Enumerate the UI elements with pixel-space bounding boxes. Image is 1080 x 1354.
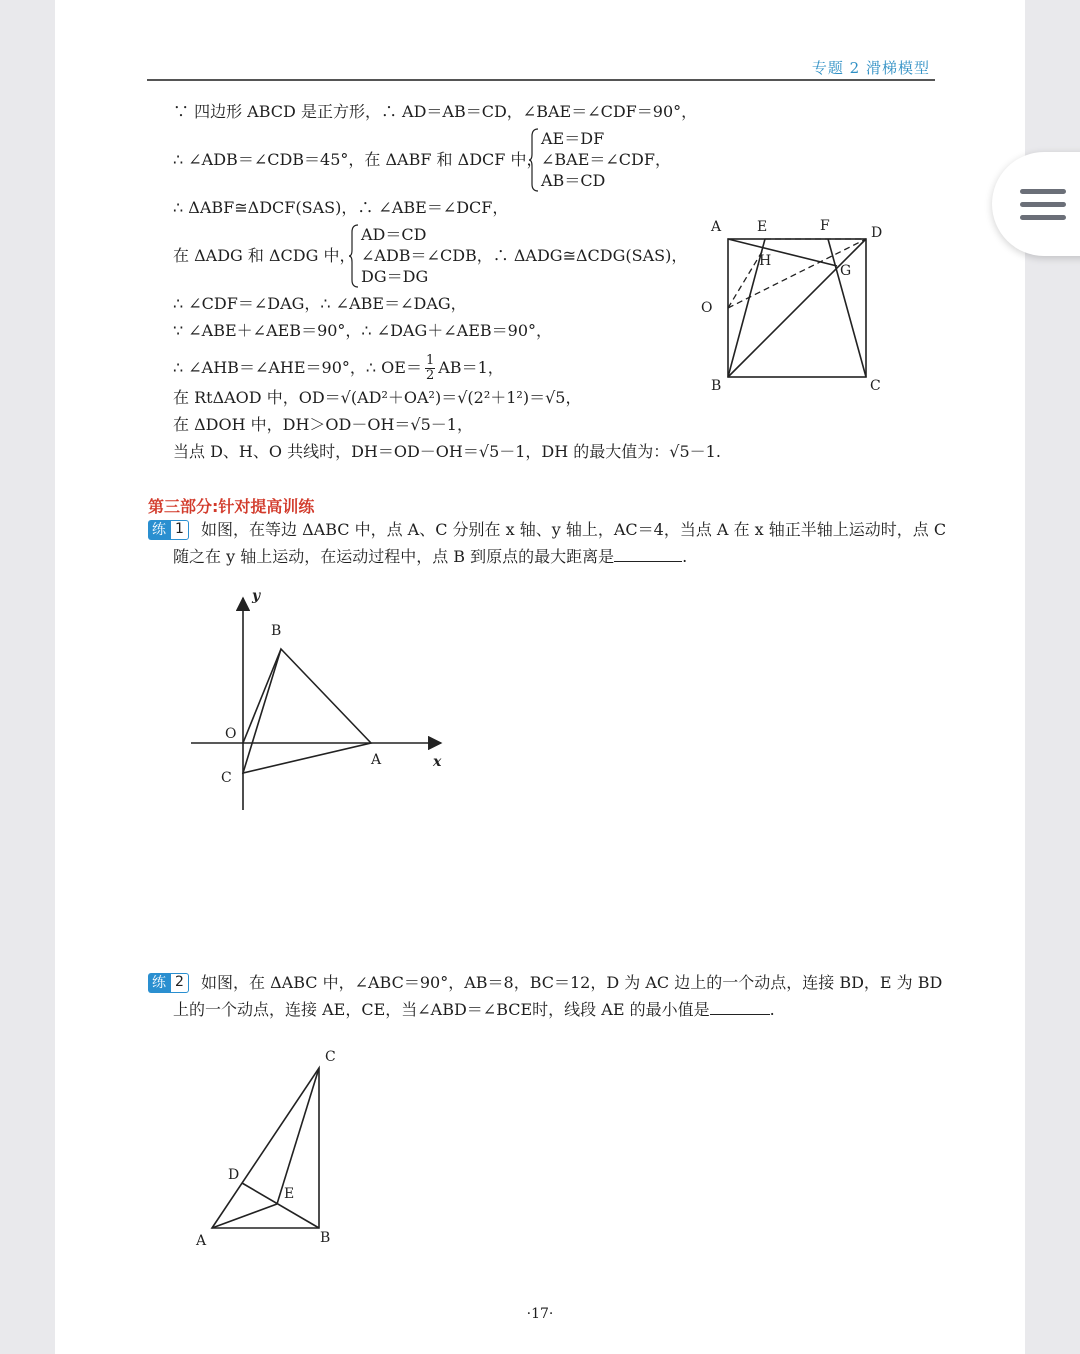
diagonal-bd xyxy=(728,239,866,377)
label-b: B xyxy=(320,1230,331,1246)
label-e: E xyxy=(284,1186,295,1202)
label-d: D xyxy=(871,225,883,241)
label-o: O xyxy=(701,300,713,316)
label-a: A xyxy=(196,1233,207,1249)
exercise-1-end: . xyxy=(682,547,688,566)
solution-line-6: ∵ ∠ABE＋∠AEB＝90°，∴ ∠DAG＋∠AEB＝90°， xyxy=(173,321,553,340)
exercise-1-badge xyxy=(148,520,189,540)
exercise-2-text-line-2 xyxy=(173,999,775,1021)
label-y: y xyxy=(252,588,261,604)
line-7-part-a: ∴ ∠AHB＝∠AHE＝90°，∴ OE＝ xyxy=(173,358,422,377)
segment-cf xyxy=(828,239,866,377)
system-2-row: ∠ADB＝∠CDB，∴ ΔADG≅ΔCDG(SAS)， xyxy=(361,246,688,265)
document-page xyxy=(55,0,1025,1354)
answer-blank xyxy=(614,547,682,562)
brace-1 xyxy=(529,128,539,192)
header-rule xyxy=(147,79,935,81)
fraction-denominator: 2 xyxy=(425,368,435,383)
congruence-system-1 xyxy=(541,128,671,191)
label-c: C xyxy=(325,1049,336,1065)
exercise-number: 2 xyxy=(170,973,189,993)
solution-line-3: ∴ ΔABF≅ΔDCF(SAS)，∴ ∠ABE＝∠DCF， xyxy=(173,198,509,217)
square-abcd-figure xyxy=(695,210,895,400)
label-o: O xyxy=(225,726,237,742)
exercise-2-text-line-1: 如图，在 ΔABC 中，∠ABC＝90°，AB＝8，BC＝12，D 为 AC 边上的一个动点，连接 BD，E 为 BD xyxy=(201,973,943,992)
solution-line-5: ∴ ∠CDF＝∠DAG，∴ ∠ABE＝∠DAG， xyxy=(173,294,467,313)
label-c: C xyxy=(870,378,881,394)
exercise-1-question: 随之在 y 轴上运动，在运动过程中，点 B 到原点的最大距离是 xyxy=(173,547,615,566)
exercise-label: 练 xyxy=(148,973,170,993)
exercise-1-text-line-2 xyxy=(173,546,687,568)
header-title: 专题 2 滑梯模型 xyxy=(811,59,930,77)
exercise-1-figure xyxy=(185,588,455,818)
fraction-one-half xyxy=(425,354,435,383)
system-1-row: AE＝DF xyxy=(541,129,605,148)
label-b: B xyxy=(711,378,722,394)
system-2-row: AD＝CD xyxy=(361,225,427,244)
label-g: G xyxy=(840,263,852,279)
segment-ae xyxy=(212,1204,277,1228)
label-b: B xyxy=(271,623,282,639)
solution-line-4: 在 ΔADG 和 ΔCDG 中， xyxy=(173,246,356,265)
solution-line-2: ∴ ∠ADB＝∠CDB＝45°，在 ΔABF 和 ΔDCF 中， xyxy=(173,150,543,169)
label-c: C xyxy=(221,770,232,786)
solution-line-7 xyxy=(173,354,504,383)
exercise-number: 1 xyxy=(170,520,189,540)
solution-line-1: ∵ 四边形 ABCD 是正方形，∴ AD＝AB＝CD，∠BAE＝∠CDF＝90°， xyxy=(173,102,698,121)
exercise-2-question: 上的一个动点，连接 AE，CE，当∠ABD＝∠BCE时，线段 AE 的最小值是 xyxy=(173,1000,710,1019)
dashed-oh xyxy=(728,250,763,308)
system-1-row: ∠BAE＝∠CDF， xyxy=(541,150,671,169)
segment-ob xyxy=(243,649,281,743)
hamburger-menu-icon[interactable] xyxy=(992,152,1080,256)
label-x: x xyxy=(433,754,442,770)
label-f: F xyxy=(820,218,830,234)
fraction-numerator: 1 xyxy=(425,353,435,368)
solution-line-10: 当点 D、H、O 共线时，DH＝OD－OH＝√5－1，DH 的最大值为：√5－1. xyxy=(173,442,721,461)
triangle-abc xyxy=(212,1068,319,1228)
label-e: E xyxy=(757,219,768,235)
menu-button[interactable] xyxy=(992,152,1080,256)
system-2-row: DG＝DG xyxy=(361,267,429,286)
system-1-row: AB＝CD xyxy=(541,171,606,190)
section-title: 第三部分:针对提高训练 xyxy=(148,497,315,516)
segment-bd xyxy=(242,1183,319,1228)
solution-line-8: 在 RtΔAOD 中，OD＝√(AD²＋OA²)＝√(2²＋1²)＝√5， xyxy=(173,388,582,407)
exercise-2-end: . xyxy=(769,1000,775,1019)
exercise-1-text-line-1: 如图，在等边 ΔABC 中，点 A、C 分别在 x 轴、y 轴上，AC＝4，当点 A 在 x 轴正半轴上运动时，点 C xyxy=(201,520,947,539)
line-7-part-b: AB＝1， xyxy=(438,358,504,377)
exercise-2-figure xyxy=(185,1040,355,1255)
page-number: ·17· xyxy=(526,1306,554,1322)
brace-2 xyxy=(349,224,359,288)
label-a: A xyxy=(371,752,382,768)
segment-ec xyxy=(277,1068,319,1204)
exercise-2-badge xyxy=(148,973,189,993)
solution-line-9: 在 ΔDOH 中，DH＞OD－OH＝√5－1， xyxy=(173,415,473,434)
triangle-abc xyxy=(243,649,371,773)
label-h: H xyxy=(759,253,772,269)
label-a: A xyxy=(711,219,722,235)
exercise-label: 练 xyxy=(148,520,170,540)
answer-blank xyxy=(710,1000,770,1015)
congruence-system-2 xyxy=(361,224,687,287)
label-d: D xyxy=(228,1167,240,1183)
